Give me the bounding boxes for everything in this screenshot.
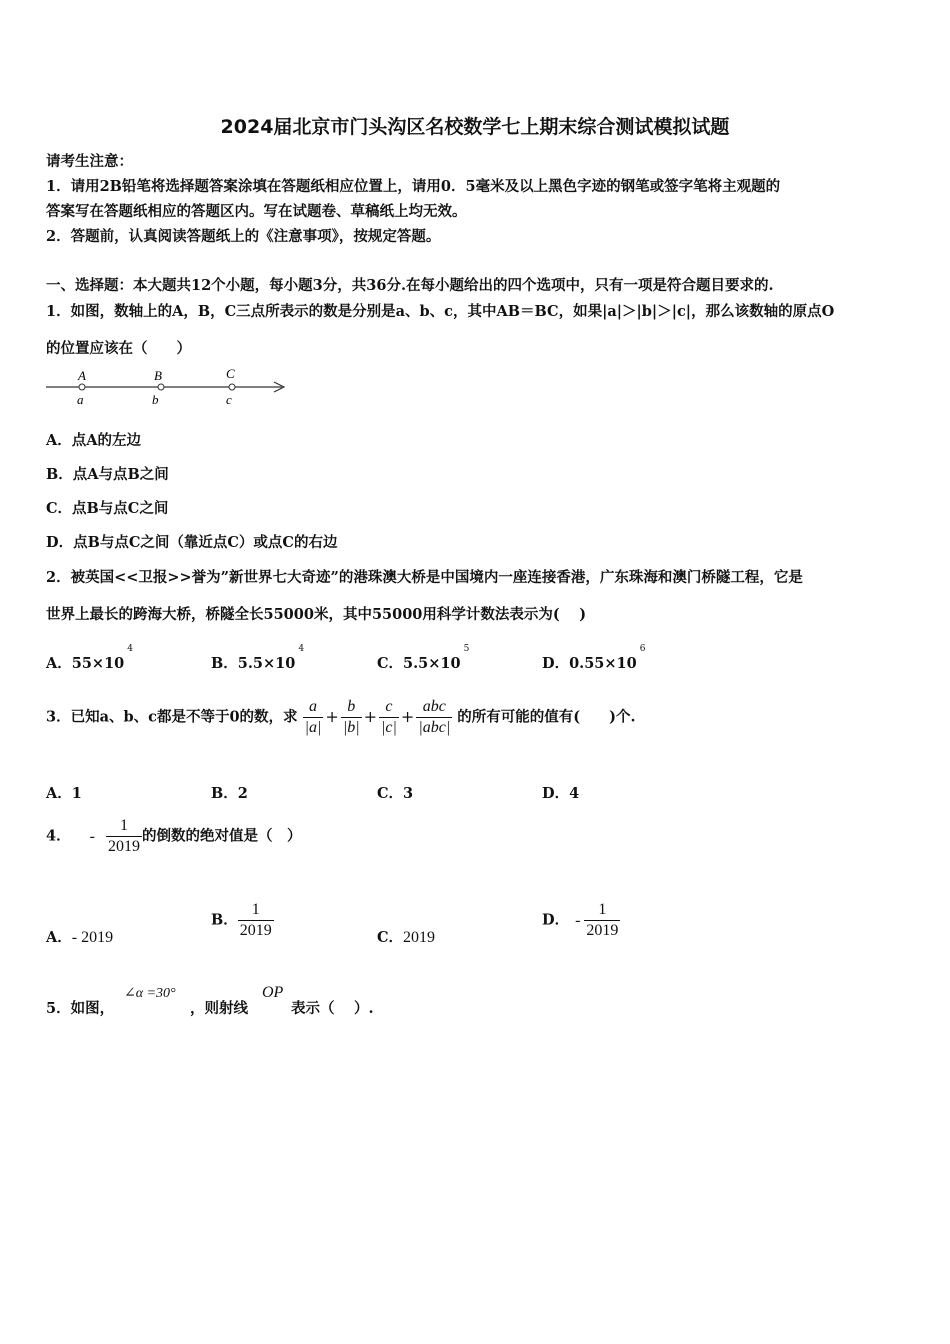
q3-fraction-abc: $\frac{\text{abc}}{\text{|abc|}}$ (418, 698, 451, 736)
q2-option-c[interactable]: C．$5.5\times 10^5$ (377, 644, 470, 672)
notice-item-2: 2．答题前，认真阅读答题纸上的《注意事项》，按规定答题。 (46, 228, 441, 245)
point-b (158, 384, 164, 390)
q2-option-a[interactable]: A．$55\times 10^4$ (46, 644, 133, 672)
q1-option-a[interactable]: A．点A的左边 (46, 432, 142, 449)
q5-angle: ∠α =30° (124, 986, 176, 1001)
q2-option-d[interactable]: D．$0.55\times 10^6$ (542, 644, 646, 672)
q1-option-b[interactable]: B．点A与点B之间 (46, 466, 169, 483)
q1-stem-line-1: 1．如图，数轴上的A，B，C三点所表示的数是分别是a、b、c，其中AB＝BC，如果|a|＞|b|＞|c|，那么该数轴的原点O (46, 303, 835, 320)
q3-fraction-a: $\frac{a}{|a|}$ (304, 698, 322, 736)
label-b: b (152, 392, 159, 407)
q3-fraction-b: $\frac{b}{|b|}$ (342, 698, 360, 736)
q4-stem: 4． - $\frac{1}{2019}$ 的倒数的绝对值是（ ） (46, 817, 302, 855)
label-c: c (226, 392, 232, 407)
q4-option-b-fraction: $\frac{1}{2019}$ (239, 901, 272, 939)
q3-stem: 3．已知a、b、c都是不等于0的数，求 $\frac{a}{|a|}$ + $\frac{b}{|b|}$ + $\frac{c}{|c|}$ + $\frac{\text{abc}}{\text{|abc|}}$ 的所有可能的值有( )个. (46, 698, 636, 736)
page-title: 2024届北京市门头沟区名校数学七上期末综合测试模拟试题 (220, 116, 730, 138)
label-B: B (154, 368, 162, 383)
notice-heading: 请考生注意： (46, 153, 133, 170)
section-heading: 一、选择题：本大题共12个小题，每小题3分，共36分.在每小题给出的四个选项中，只有一项是符合题目要求的. (46, 277, 774, 294)
q5-ray: OP (262, 984, 284, 1001)
notice-item-1-line-2: 答案写在答题纸相应的答题区内。写在试题卷、草稿纸上均无效。 (46, 203, 467, 220)
label-A: A (78, 368, 86, 383)
q4-option-a[interactable]: A．- 2019 (46, 929, 114, 946)
q5-stem-mid: ，则射线 (190, 1000, 248, 1017)
q5-stem-suffix: 表示（ ）. (291, 1000, 374, 1017)
q1-option-d[interactable]: D．点B与点C之间（靠近点C）或点C的右边 (46, 534, 338, 551)
q1-stem-line-2: 的位置应该在（ ） (46, 340, 191, 357)
q4-option-c[interactable]: C．2019 (377, 929, 436, 946)
q4-option-d[interactable]: D． - $\frac{1}{2019}$ (542, 901, 619, 939)
notice-item-1-line-1: 1．请用2B铅笔将选择题答案涂填在答题纸相应位置上，请用0．5毫米及以上黑色字迹的钢笔或签字笔将主观题的 (46, 178, 781, 195)
label-C: C (226, 366, 235, 381)
number-line-figure (44, 364, 294, 410)
q5-stem-prefix: 5．如图， (46, 1000, 115, 1017)
q3-option-c[interactable]: C．3 (377, 785, 414, 802)
q2-option-b[interactable]: B．$5.5\times 10^4$ (211, 644, 305, 672)
point-a (79, 384, 85, 390)
q4-option-b[interactable]: B． $\frac{1}{2019}$ (211, 901, 272, 939)
q3-option-d[interactable]: D．4 (542, 785, 580, 802)
q2-stem-line-2: 世界上最长的跨海大桥，桥隧全长55000米，其中55000用科学计数法表示为( ) (46, 606, 587, 623)
point-c (229, 384, 235, 390)
q2-stem-line-1: 2．被英国<<卫报>>誉为”新世界七大奇迹”的港珠澳大桥是中国境内一座连接香港，广东珠海和澳门桥隧工程，它是 (46, 569, 803, 586)
q3-option-b[interactable]: B．2 (211, 785, 248, 802)
q4-option-d-fraction: $\frac{1}{2019}$ (586, 901, 619, 939)
label-a: a (77, 392, 84, 407)
q3-option-a[interactable]: A．1 (46, 785, 82, 802)
q1-option-c[interactable]: C．点B与点C之间 (46, 500, 169, 517)
q4-fraction: $\frac{1}{2019}$ (108, 817, 141, 855)
q3-fraction-c: $\frac{c}{|c|}$ (381, 698, 397, 736)
